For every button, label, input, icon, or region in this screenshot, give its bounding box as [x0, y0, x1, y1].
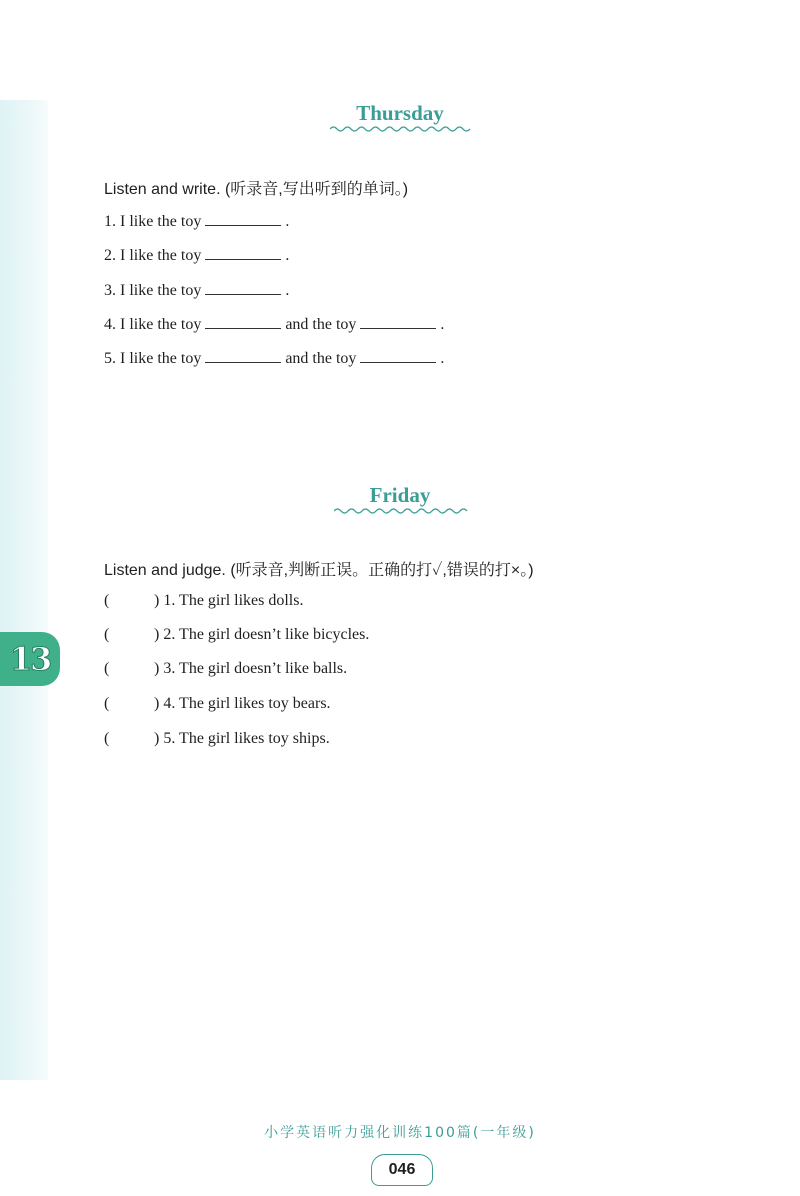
answer-blank[interactable]	[205, 348, 281, 363]
section-title-friday: Friday	[369, 483, 431, 507]
judge-item-1: ( ) 1. The girl likes dolls.	[104, 592, 304, 609]
answer-blank[interactable]	[205, 211, 281, 226]
judge-item-4: ( ) 4. The girl likes toy bears.	[104, 695, 331, 712]
answer-blank[interactable]	[205, 245, 281, 260]
answer-bracket[interactable]: (	[104, 730, 110, 747]
book-title: 小学英语听力强化训练100篇(一年级)	[264, 1125, 536, 1141]
write-item-4: 4. I like the toy and the toy .	[104, 316, 445, 333]
instruction-write: Listen and write. (听录音,写出听到的单词。)	[104, 181, 409, 198]
answer-bracket[interactable]: (	[104, 695, 110, 712]
section-title-thursday: Thursday	[356, 101, 444, 125]
judge-item-3: ( ) 3. The girl doesn’t like balls.	[104, 660, 348, 677]
judge-item-5: ( ) 5. The girl likes toy ships.	[104, 730, 330, 747]
write-item-5: 5. I like the toy and the toy .	[104, 350, 445, 367]
answer-blank[interactable]	[360, 314, 436, 329]
answer-bracket[interactable]: (	[104, 592, 110, 609]
page-number: 046	[388, 1161, 416, 1178]
chapter-tab	[0, 632, 60, 686]
answer-blank[interactable]	[205, 280, 281, 295]
title-underline-wave	[334, 506, 468, 516]
write-item-2: 2. I like the toy .	[104, 247, 290, 264]
instruction-judge: Listen and judge. (听录音,判断正误。正确的打✓,错误的打×。)	[104, 562, 534, 579]
title-underline-wave	[330, 124, 472, 134]
chapter-number: 13	[9, 640, 51, 678]
page-number-badge	[371, 1154, 433, 1186]
write-item-1: 1. I like the toy .	[104, 213, 290, 230]
answer-bracket[interactable]: (	[104, 660, 110, 677]
answer-blank[interactable]	[360, 348, 436, 363]
answer-bracket[interactable]: (	[104, 626, 110, 643]
answer-blank[interactable]	[205, 314, 281, 329]
side-decoration-strip	[0, 100, 48, 1080]
judge-item-2: ( ) 2. The girl doesn’t like bicycles.	[104, 626, 370, 643]
write-item-3: 3. I like the toy .	[104, 282, 290, 299]
